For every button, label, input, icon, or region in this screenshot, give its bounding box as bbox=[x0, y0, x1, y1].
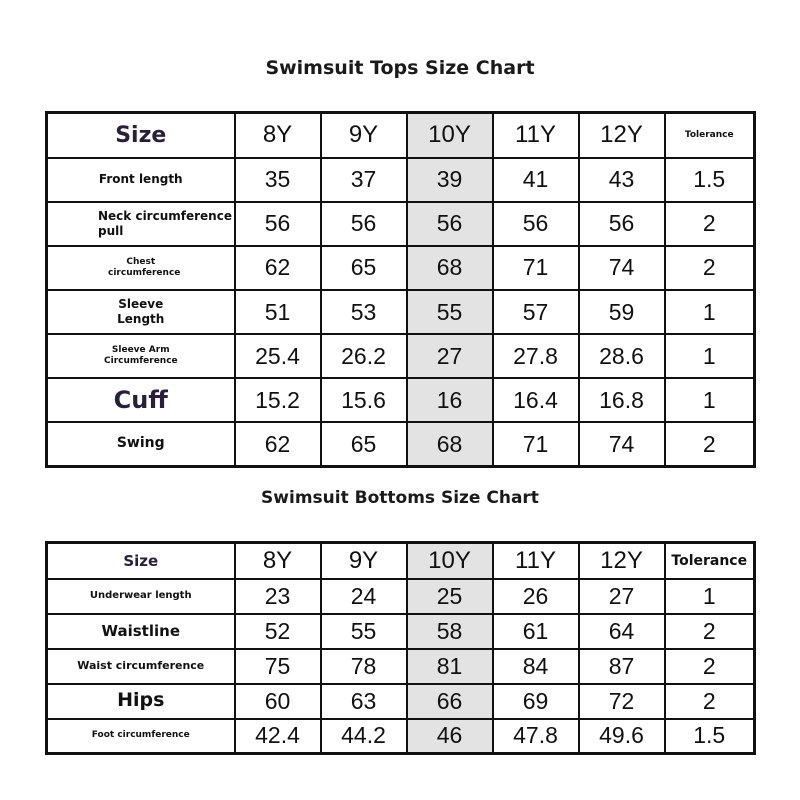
row-label-cuff: Cuff bbox=[47, 378, 235, 422]
table-cell: 16.8 bbox=[579, 378, 665, 422]
table-cell: 25.4 bbox=[235, 334, 321, 378]
table-cell: 65 bbox=[321, 422, 407, 466]
table-cell: 68 bbox=[407, 422, 493, 466]
bottoms-tolerance-header: Tolerance bbox=[665, 543, 755, 579]
table-cell: 24 bbox=[321, 579, 407, 614]
table-cell: 55 bbox=[321, 614, 407, 649]
table-cell: 41 bbox=[493, 158, 579, 202]
table-cell: 62 bbox=[235, 246, 321, 290]
tolerance-cell: 1 bbox=[665, 290, 755, 334]
table-row bbox=[47, 649, 755, 684]
table-cell: 74 bbox=[579, 246, 665, 290]
row-label-hips: Hips bbox=[47, 684, 235, 719]
bottoms-header-row bbox=[47, 543, 755, 579]
row-label-swing: Swing bbox=[47, 422, 235, 466]
table-cell: 49.6 bbox=[579, 719, 665, 754]
row-label-sleeve-arm-circumference: Sleeve Arm Circumference bbox=[47, 334, 235, 378]
table-cell: 26.2 bbox=[321, 334, 407, 378]
bottoms-size-col-8y: 8Y bbox=[235, 543, 321, 579]
bottoms-size-col-11y: 11Y bbox=[493, 543, 579, 579]
table-cell: 25 bbox=[407, 579, 493, 614]
tops-header-row bbox=[47, 113, 755, 158]
table-cell: 46 bbox=[407, 719, 493, 754]
table-cell: 56 bbox=[579, 202, 665, 246]
table-row bbox=[47, 614, 755, 649]
table-cell: 62 bbox=[235, 422, 321, 466]
table-cell: 60 bbox=[235, 684, 321, 719]
row-label-sleeve-length: Sleeve Length bbox=[47, 290, 235, 334]
tops-size-col-8y: 8Y bbox=[235, 113, 321, 158]
table-cell: 16.4 bbox=[493, 378, 579, 422]
table-cell: 56 bbox=[235, 202, 321, 246]
table-cell: 75 bbox=[235, 649, 321, 684]
table-cell: 78 bbox=[321, 649, 407, 684]
table-cell: 39 bbox=[407, 158, 493, 202]
table-cell: 44.2 bbox=[321, 719, 407, 754]
bottoms-size-col-12y: 12Y bbox=[579, 543, 665, 579]
table-cell: 23 bbox=[235, 579, 321, 614]
row-label-underwear-length: Underwear length bbox=[47, 579, 235, 614]
table-row bbox=[47, 684, 755, 719]
tolerance-cell: 2 bbox=[665, 202, 755, 246]
table-cell: 15.6 bbox=[321, 378, 407, 422]
table-row bbox=[47, 290, 755, 334]
bottoms-size-col-10y: 10Y bbox=[407, 543, 493, 579]
bottoms-size-col-9y: 9Y bbox=[321, 543, 407, 579]
tops-size-header: Size bbox=[47, 113, 235, 158]
tops-chart-title: Swimsuit Tops Size Chart bbox=[265, 57, 535, 79]
table-row bbox=[47, 334, 755, 378]
tolerance-cell: 2 bbox=[665, 246, 755, 290]
table-row bbox=[47, 579, 755, 614]
table-cell: 58 bbox=[407, 614, 493, 649]
table-row bbox=[47, 246, 755, 290]
table-cell: 28.6 bbox=[579, 334, 665, 378]
table-row bbox=[47, 202, 755, 246]
table-cell: 61 bbox=[493, 614, 579, 649]
table-cell: 63 bbox=[321, 684, 407, 719]
table-cell: 71 bbox=[493, 422, 579, 466]
table-cell: 26 bbox=[493, 579, 579, 614]
table-cell: 84 bbox=[493, 649, 579, 684]
table-cell: 51 bbox=[235, 290, 321, 334]
row-label-neck-circumference-pull: Neck circumference pull bbox=[47, 202, 235, 246]
row-label-waist-circumference: Waist circumference bbox=[47, 649, 235, 684]
tops-size-table bbox=[45, 111, 756, 468]
table-cell: 53 bbox=[321, 290, 407, 334]
table-row bbox=[47, 422, 755, 466]
table-cell: 65 bbox=[321, 246, 407, 290]
tops-size-col-10y: 10Y bbox=[407, 113, 493, 158]
table-cell: 56 bbox=[321, 202, 407, 246]
table-cell: 43 bbox=[579, 158, 665, 202]
table-cell: 27 bbox=[407, 334, 493, 378]
table-cell: 16 bbox=[407, 378, 493, 422]
table-cell: 57 bbox=[493, 290, 579, 334]
tolerance-cell: 2 bbox=[665, 649, 755, 684]
bottoms-size-table bbox=[45, 541, 756, 755]
table-cell: 55 bbox=[407, 290, 493, 334]
table-cell: 37 bbox=[321, 158, 407, 202]
tolerance-cell: 1 bbox=[665, 378, 755, 422]
table-cell: 56 bbox=[407, 202, 493, 246]
table-row bbox=[47, 378, 755, 422]
table-cell: 68 bbox=[407, 246, 493, 290]
table-cell: 81 bbox=[407, 649, 493, 684]
table-cell: 59 bbox=[579, 290, 665, 334]
table-cell: 66 bbox=[407, 684, 493, 719]
tolerance-cell: 1.5 bbox=[665, 719, 755, 754]
table-cell: 42.4 bbox=[235, 719, 321, 754]
table-cell: 56 bbox=[493, 202, 579, 246]
table-cell: 64 bbox=[579, 614, 665, 649]
table-cell: 15.2 bbox=[235, 378, 321, 422]
table-cell: 72 bbox=[579, 684, 665, 719]
row-label-chest-circumference: Chest circumference bbox=[47, 246, 235, 290]
row-label-front-length: Front length bbox=[47, 158, 235, 202]
tolerance-cell: 1 bbox=[665, 334, 755, 378]
table-cell: 47.8 bbox=[493, 719, 579, 754]
tolerance-cell: 1 bbox=[665, 579, 755, 614]
tolerance-cell: 2 bbox=[665, 422, 755, 466]
table-cell: 87 bbox=[579, 649, 665, 684]
table-cell: 52 bbox=[235, 614, 321, 649]
tops-size-col-12y: 12Y bbox=[579, 113, 665, 158]
tops-size-col-9y: 9Y bbox=[321, 113, 407, 158]
table-cell: 69 bbox=[493, 684, 579, 719]
tops-tolerance-header: Tolerance bbox=[665, 113, 755, 158]
table-cell: 27.8 bbox=[493, 334, 579, 378]
row-label-waistline: Waistline bbox=[47, 614, 235, 649]
tolerance-cell: 2 bbox=[665, 614, 755, 649]
bottoms-size-header: Size bbox=[47, 543, 235, 579]
tolerance-cell: 2 bbox=[665, 684, 755, 719]
table-row bbox=[47, 158, 755, 202]
table-cell: 71 bbox=[493, 246, 579, 290]
table-cell: 27 bbox=[579, 579, 665, 614]
table-cell: 35 bbox=[235, 158, 321, 202]
table-cell: 74 bbox=[579, 422, 665, 466]
tolerance-cell: 1.5 bbox=[665, 158, 755, 202]
row-label-foot-circumference: Foot circumference bbox=[47, 719, 235, 754]
table-row bbox=[47, 719, 755, 754]
tops-size-col-11y: 11Y bbox=[493, 113, 579, 158]
bottoms-chart-title: Swimsuit Bottoms Size Chart bbox=[261, 488, 539, 508]
